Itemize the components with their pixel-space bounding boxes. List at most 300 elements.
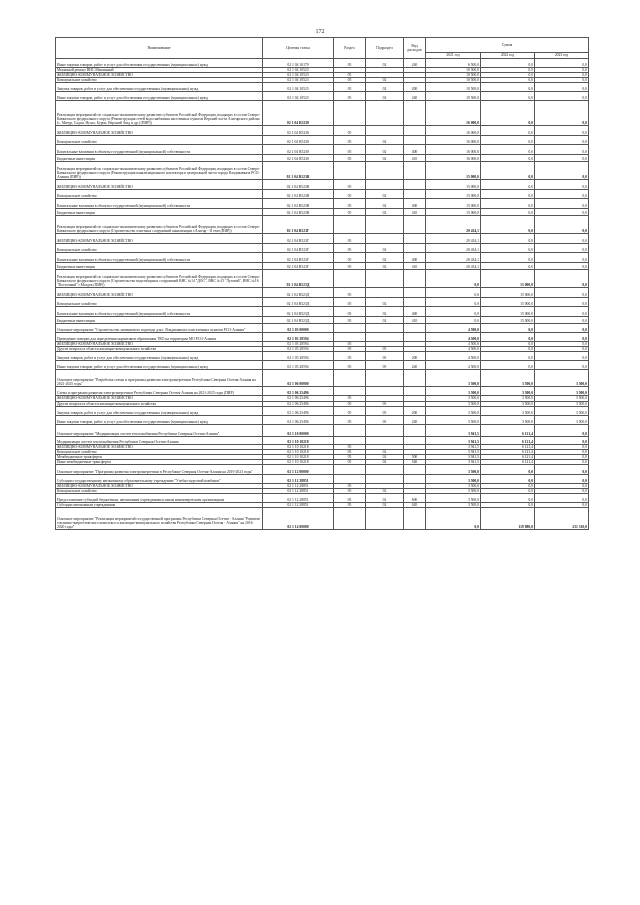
row-sum-2021: 10 500,0 [426, 68, 481, 73]
header-year-2022: 2022 год [481, 53, 535, 59]
row-name: Закупка товаров, работ и услуг для обеспечения государственных (муниципальных) нужд [56, 83, 263, 92]
row-sum-2021: 15 000,0 [426, 162, 481, 180]
row-sum-2022: 0,0 [481, 209, 535, 216]
row-expense-type: 500 [404, 454, 426, 459]
row-code: 02 1 12 28851 [263, 475, 334, 484]
row-section: 05 [334, 145, 366, 155]
row-code: 02 1 12 28851 [263, 494, 334, 503]
row-sum-2022: 0,0 [481, 199, 535, 209]
row-expense-type: 400 [404, 199, 426, 209]
row-name: Проведение поверки для определения нормативов образования ТКО на территории МО РСО-Алания [56, 333, 263, 342]
row-sum-2023: 0,0 [535, 444, 589, 449]
row-subsection: 05 [366, 347, 404, 352]
row-sum-2022: 0,0 [481, 324, 535, 333]
page-number: 172 [315, 29, 325, 35]
row-code: 02 1 04 R523В [263, 162, 334, 180]
row-name: Иные закупки товаров, работ и услуг для обеспечения государственных (муниципальных) нужд [56, 59, 263, 68]
row-code: 02 1 04 R523В [263, 180, 334, 190]
row-sum-2022: 0,0 [481, 484, 535, 489]
row-sum-2022: 0,0 [481, 162, 535, 180]
row-sum-2023: 0,0 [535, 263, 589, 270]
row-sum-2021: 16 000,0 [426, 145, 481, 155]
row-subsection [366, 101, 404, 126]
row-code: 02 1 06 25496 [263, 406, 334, 415]
row-sum-2021: 10 500,0 [426, 92, 481, 101]
row-subsection: 02 [366, 317, 404, 324]
row-name: ЖИЛИЩНО-КОММУНАЛЬНОЕ ХОЗЯЙСТВО [56, 180, 263, 190]
row-code: 02 1 04 R523Г [263, 216, 334, 234]
row-sum-2023: 0,0 [535, 216, 589, 234]
row-code: 02 1 04 R523В [263, 190, 334, 199]
table-row [56, 508, 589, 530]
row-section: 05 [334, 484, 366, 489]
row-sum-2021: 3 500,0 [426, 484, 481, 489]
table-row [56, 136, 589, 145]
row-sum-2023: 0,0 [535, 126, 589, 136]
row-sum-2021: 16 000,0 [426, 101, 481, 126]
row-sum-2023: 0,0 [535, 253, 589, 263]
row-sum-2023: 0,0 [535, 352, 589, 361]
row-sum-2021: 15 000,0 [426, 180, 481, 190]
row-name: Капитальные вложения в объекты государственной (муниципальной) собственности [56, 145, 263, 155]
row-sum-2021: 4 500,0 [426, 324, 481, 333]
row-sum-2022: 0,0 [481, 126, 535, 136]
row-subsection [366, 387, 404, 396]
row-code: 02 1 04 10523 [263, 83, 334, 92]
row-sum-2022: 0,0 [481, 494, 535, 503]
row-sum-2022: 6 121,4 [481, 449, 535, 454]
row-code: 02 1 04 R5230 [263, 145, 334, 155]
row-name: Реализация мероприятий по социально-экономическому развитию субъектов Российской Федерации, входящих в состав Северо-Кавказского федерального округа (Реконструкция канализационного коллектора в центральной части города Владикавказа РСО-Алания (ПИР)) [56, 162, 263, 180]
row-section: 05 [334, 444, 366, 449]
row-subsection [366, 216, 404, 234]
row-sum-2021: 3 941,5 [426, 444, 481, 449]
row-section: 05 [334, 361, 366, 370]
row-sum-2021: 0,0 [426, 288, 481, 298]
row-sum-2022: 0,0 [481, 465, 535, 475]
row-name: ЖИЛИЩНО-КОММУНАЛЬНОЕ ХОЗЯЙСТВО [56, 126, 263, 136]
row-name: Основное мероприятие "Реализация мероприятий государственной программы Республики Северная Осетия - Алания "Развитие топливно-энергетического комплекса и жилищно-коммунального хозяйства Республики Северная Осетия - Алания" на 2016-2020 годы" [56, 508, 263, 530]
row-section: 05 [334, 244, 366, 253]
row-name: ЖИЛИЩНО-КОММУНАЛЬНОЕ ХОЗЯЙСТВО [56, 342, 263, 347]
row-sum-2021: 4 500,0 [426, 347, 481, 352]
row-sum-2023: 0,0 [535, 361, 589, 370]
row-subsection: 02 [366, 298, 404, 307]
row-sum-2023: 0,0 [535, 270, 589, 288]
row-expense-type: 410 [404, 155, 426, 162]
row-expense-type [404, 270, 426, 288]
table-row [56, 307, 589, 317]
row-subsection [366, 324, 404, 333]
row-sum-2021: 3 500,0 [426, 475, 481, 484]
row-sum-2022: 0,0 [481, 216, 535, 234]
row-code: 02 1 04 10523 [263, 92, 334, 101]
row-name: Бюджетные инвестиции [56, 263, 263, 270]
table-row [56, 234, 589, 244]
row-expense-type [404, 298, 426, 307]
row-expense-type [404, 180, 426, 190]
table-row [56, 475, 589, 484]
row-sum-2021: 3 500,0 [426, 406, 481, 415]
row-sum-2021: 3 941,5 [426, 449, 481, 454]
row-sum-2022: 0,0 [481, 253, 535, 263]
row-subsection [366, 508, 404, 530]
row-name: Другие вопросы в области жилищно-коммунального хозяйства [56, 401, 263, 406]
row-section: 05 [334, 190, 366, 199]
row-expense-type [404, 136, 426, 145]
row-section [334, 324, 366, 333]
row-subsection [366, 475, 404, 484]
row-sum-2022: 119 880,0 [481, 508, 535, 530]
row-name: Коммунальное хозяйство [56, 78, 263, 83]
row-code: 02 1 04 R523Г [263, 234, 334, 244]
row-section [334, 370, 366, 387]
row-sum-2021: 15 000,0 [426, 190, 481, 199]
row-subsection: 02 [366, 459, 404, 464]
row-sum-2023: 0,0 [535, 347, 589, 352]
row-section: 05 [334, 155, 366, 162]
row-code: 02 1 04 R523Г [263, 253, 334, 263]
row-sum-2021: 3 500,0 [426, 387, 481, 396]
row-code: 02 1 04 10523 [263, 68, 334, 73]
table-row [56, 387, 589, 396]
row-section [334, 387, 366, 396]
row-section [334, 475, 366, 484]
row-section: 05 [334, 73, 366, 78]
row-sum-2023: 3 500,0 [535, 406, 589, 415]
row-sum-2022: 0,0 [481, 347, 535, 352]
row-sum-2023: 0,0 [535, 190, 589, 199]
row-sum-2022: 0,0 [481, 136, 535, 145]
row-expense-type [404, 424, 426, 436]
row-name: Реализация мероприятий по социально-экономическому развитию субъектов Российской Федерации, входящих в состав Северо-Кавказского федерального округа (Строительство очистных сооружений канализации г.Алагир - II этап (ПИР)) [56, 216, 263, 234]
header-expense-type: Вид расходов [404, 38, 426, 59]
row-expense-type [404, 216, 426, 234]
row-expense-type [404, 436, 426, 444]
row-sum-2023: 0,0 [535, 101, 589, 126]
row-expense-type [404, 370, 426, 387]
row-subsection: 02 [366, 190, 404, 199]
row-sum-2023: 0,0 [535, 244, 589, 253]
row-subsection [366, 162, 404, 180]
row-expense-type [404, 387, 426, 396]
row-subsection: 02 [366, 145, 404, 155]
row-name: Капитальные вложения в объекты государственной (муниципальной) собственности [56, 307, 263, 317]
row-name: Бюджетные инвестиции [56, 209, 263, 216]
table-row [56, 352, 589, 361]
row-subsection: 02 [366, 489, 404, 494]
row-name: Межбюджетные трансферты [56, 454, 263, 459]
row-section: 05 [334, 406, 366, 415]
row-subsection: 02 [366, 454, 404, 459]
row-name: Коммунальное хозяйство [56, 190, 263, 199]
row-name: ЖИЛИЩНО-КОММУНАЛЬНОЕ ХОЗЯЙСТВО [56, 484, 263, 489]
row-sum-2023: 231 310,0 [535, 508, 589, 530]
row-sum-2023: 0,0 [535, 424, 589, 436]
row-code: 02 1 10 10218 [263, 459, 334, 464]
row-sum-2022: 3 500,0 [481, 396, 535, 401]
row-expense-type [404, 465, 426, 475]
table-row [56, 263, 589, 270]
row-sum-2023: 3 500,0 [535, 415, 589, 424]
row-sum-2021: 3 500,0 [426, 370, 481, 387]
table-row [56, 83, 589, 92]
row-section [334, 436, 366, 444]
row-name: Коммунальное хозяйство [56, 244, 263, 253]
row-name: Реализация мероприятий по социально-экономическому развитию субъектов Российской Федерации, входящих в состав Северо-Кавказского федерального округа (Реконструкция сетей водоснабжения населенных пунктов Верхней части Алагирского района (с. Мизур, Садон, Нузал, Бурон, Верхний Згид и др.) (ПИР)) [56, 101, 263, 126]
table-row [56, 92, 589, 101]
table-row [56, 288, 589, 298]
header-name: Наименование [56, 38, 263, 59]
row-sum-2021: 3 500,0 [426, 465, 481, 475]
row-section [334, 101, 366, 126]
table-row [56, 298, 589, 307]
row-code: 02 1 04 R5230 [263, 155, 334, 162]
header-year-2021: 2021 год [426, 53, 481, 59]
row-subsection [366, 234, 404, 244]
table-row [56, 370, 589, 387]
row-subsection: 02 [366, 244, 404, 253]
row-section: 05 [334, 396, 366, 401]
row-sum-2021: 20 434,1 [426, 263, 481, 270]
row-sum-2021: 0,0 [426, 298, 481, 307]
row-section: 05 [334, 199, 366, 209]
row-sum-2023: 0,0 [535, 92, 589, 101]
row-sum-2023: 0,0 [535, 342, 589, 347]
row-name: Иные межбюджетные трансферты [56, 459, 263, 464]
row-expense-type [404, 475, 426, 484]
row-sum-2022: 15 000,0 [481, 317, 535, 324]
table-row [56, 126, 589, 136]
row-subsection: 02 [366, 263, 404, 270]
row-name: Схема и программа развития электроэнергетики Республики Северная Осетия-Алания на 2021-2025 годы (ПИР) [56, 387, 263, 396]
row-name: Коммунальное хозяйство [56, 449, 263, 454]
row-code: 02 1 06 25496 [263, 401, 334, 406]
table-row [56, 162, 589, 180]
row-sum-2022: 0,0 [481, 145, 535, 155]
row-name: Капитальные вложения в объекты государственной (муниципальной) собственности [56, 199, 263, 209]
row-expense-type: 240 [404, 92, 426, 101]
row-sum-2022: 6 121,4 [481, 454, 535, 459]
row-subsection: 02 [366, 78, 404, 83]
table-body [56, 59, 589, 530]
row-sum-2021: 3 500,0 [426, 503, 481, 508]
row-sum-2021: 3 500,0 [426, 489, 481, 494]
row-expense-type [404, 126, 426, 136]
row-sum-2023: 0,0 [535, 503, 589, 508]
row-subsection: 02 [366, 83, 404, 92]
row-sum-2022: 3 500,0 [481, 387, 535, 396]
row-sum-2021: 3 500,0 [426, 415, 481, 424]
row-expense-type: 540 [404, 459, 426, 464]
row-sum-2023: 3 500,0 [535, 370, 589, 387]
row-sum-2022: 0,0 [481, 190, 535, 199]
row-section: 05 [334, 263, 366, 270]
row-sum-2022: 0,0 [481, 475, 535, 484]
row-section: 05 [334, 489, 366, 494]
row-sum-2023: 0,0 [535, 234, 589, 244]
row-sum-2022: 0,0 [481, 68, 535, 73]
row-sum-2022: 0,0 [481, 263, 535, 270]
row-sum-2023: 0,0 [535, 73, 589, 78]
row-name: Основное мероприятие "Разработка схемы и программы развития электроэнергетики Республики Северная Осетия-Алания на 2021-2025 годы" [56, 370, 263, 387]
table-row [56, 333, 589, 342]
row-section [334, 465, 366, 475]
row-code: 02 1 05 28594 [263, 352, 334, 361]
row-section: 05 [334, 415, 366, 424]
row-sum-2023: 0,0 [535, 209, 589, 216]
row-subsection: 02 [366, 253, 404, 263]
row-name: Закупка товаров, работ и услуг для обеспечения государственных (муниципальных) нужд [56, 352, 263, 361]
row-code: 02 1 06 25496 [263, 415, 334, 424]
row-sum-2021: 6 500,0 [426, 59, 481, 68]
row-code: 02 1 04 R523Д [263, 307, 334, 317]
row-subsection: 02 [366, 59, 404, 68]
row-section: 05 [334, 459, 366, 464]
row-sum-2022: 0,0 [481, 180, 535, 190]
row-code: 02 1 04 10523 [263, 78, 334, 83]
row-subsection: 02 [366, 307, 404, 317]
row-expense-type: 240 [404, 415, 426, 424]
row-code: 02 1 05 28594 [263, 342, 334, 347]
row-sum-2021: 3 941,5 [426, 454, 481, 459]
row-sum-2022: 0,0 [481, 352, 535, 361]
row-sum-2022: 6 121,4 [481, 436, 535, 444]
table-row [56, 436, 589, 444]
row-expense-type [404, 234, 426, 244]
row-code: 02 1 06 00000 [263, 370, 334, 387]
row-section: 05 [334, 288, 366, 298]
row-sum-2023: 0,0 [535, 136, 589, 145]
row-sum-2023: 0,0 [535, 484, 589, 489]
row-sum-2022: 0,0 [481, 59, 535, 68]
row-expense-type [404, 333, 426, 342]
row-expense-type [404, 288, 426, 298]
row-subsection: 02 [366, 92, 404, 101]
row-sum-2022: 0,0 [481, 78, 535, 83]
row-sum-2022: 0,0 [481, 503, 535, 508]
row-sum-2021: 4 500,0 [426, 342, 481, 347]
row-sum-2021: 10 500,0 [426, 78, 481, 83]
row-sum-2023: 0,0 [535, 298, 589, 307]
row-sum-2022: 6 121,4 [481, 459, 535, 464]
row-name: Коммунальное хозяйство [56, 136, 263, 145]
table-row [56, 180, 589, 190]
row-section: 05 [334, 342, 366, 347]
row-sum-2023: 0,0 [535, 494, 589, 503]
row-expense-type [404, 508, 426, 530]
row-expense-type: 400 [404, 253, 426, 263]
table-row [56, 324, 589, 333]
row-code: 02 1 06 25496 [263, 396, 334, 401]
row-section: 05 [334, 449, 366, 454]
row-code: 02 1 05 28594 [263, 333, 334, 342]
row-name: ЖИЛИЩНО-КОММУНАЛЬНОЕ ХОЗЯЙСТВО [56, 444, 263, 449]
row-sum-2021: 3 941,5 [426, 459, 481, 464]
row-subsection [366, 424, 404, 436]
row-expense-type: 410 [404, 263, 426, 270]
table-row [56, 361, 589, 370]
row-code: 02 1 04 R523Д [263, 298, 334, 307]
row-code: 02 1 04 R523В [263, 199, 334, 209]
table-row [56, 145, 589, 155]
header-sum: Сумма [426, 38, 589, 53]
row-subsection [366, 270, 404, 288]
row-section: 05 [334, 209, 366, 216]
row-subsection [366, 436, 404, 444]
row-name: Субсидии автономным учреждениям [56, 503, 263, 508]
row-code: 02 1 05 00000 [263, 324, 334, 333]
row-expense-type [404, 162, 426, 180]
table-row [56, 209, 589, 216]
row-section: 05 [334, 126, 366, 136]
row-sum-2023: 0,0 [535, 199, 589, 209]
table-row [56, 101, 589, 126]
table-row [56, 190, 589, 199]
row-section: 05 [334, 136, 366, 145]
row-sum-2023: 0,0 [535, 333, 589, 342]
row-sum-2022: 0,0 [481, 342, 535, 347]
row-sum-2023: 0,0 [535, 59, 589, 68]
row-section: 05 [334, 59, 366, 68]
row-code: 02 1 10 00000 [263, 424, 334, 436]
table-row [56, 270, 589, 288]
row-sum-2021: 10 500,0 [426, 83, 481, 92]
row-sum-2022: 0,0 [481, 155, 535, 162]
row-section: 05 [334, 347, 366, 352]
row-sum-2021: 4 500,0 [426, 352, 481, 361]
row-sum-2023: 0,0 [535, 180, 589, 190]
row-sum-2023: 0,0 [535, 78, 589, 83]
table-row [56, 155, 589, 162]
row-code: 02 1 04 R5230 [263, 101, 334, 126]
row-expense-type [404, 190, 426, 199]
row-sum-2023: 0,0 [535, 489, 589, 494]
row-sum-2021: 15 000,0 [426, 209, 481, 216]
row-expense-type: 410 [404, 209, 426, 216]
row-sum-2021: 0,0 [426, 317, 481, 324]
row-name: Иные закупки товаров, работ и услуг для обеспечения государственных (муниципальных) нужд [56, 415, 263, 424]
row-section: 05 [334, 454, 366, 459]
row-sum-2021: 16 000,0 [426, 155, 481, 162]
row-section: 05 [334, 234, 366, 244]
row-expense-type: 400 [404, 145, 426, 155]
row-sum-2023: 0,0 [535, 454, 589, 459]
row-code: 02 1 04 R523Д [263, 288, 334, 298]
row-sum-2021: 10 500,0 [426, 73, 481, 78]
row-section: 05 [334, 307, 366, 317]
row-sum-2021: 20 434,1 [426, 244, 481, 253]
header-section: Раздел [334, 38, 366, 59]
row-subsection [366, 370, 404, 387]
row-subsection [366, 126, 404, 136]
row-sum-2022: 15 000,0 [481, 270, 535, 288]
row-name: ЖИЛИЩНО-КОММУНАЛЬНОЕ ХОЗЯЙСТВО [56, 396, 263, 401]
row-section: 05 [334, 92, 366, 101]
row-name: Модернизация систем теплоснабжения Республики Северная Осетия-Алания [56, 436, 263, 444]
row-code: 02 1 12 00000 [263, 465, 334, 475]
row-sum-2021: 3 941,5 [426, 436, 481, 444]
row-section [334, 216, 366, 234]
row-sum-2021: 20 434,1 [426, 216, 481, 234]
table-row [56, 199, 589, 209]
row-subsection [366, 333, 404, 342]
row-code: 02 1 04 R523Д [263, 317, 334, 324]
row-expense-type [404, 324, 426, 333]
row-expense-type: 200 [404, 406, 426, 415]
row-sum-2022: 3 500,0 [481, 401, 535, 406]
row-sum-2022: 15 000,0 [481, 288, 535, 298]
